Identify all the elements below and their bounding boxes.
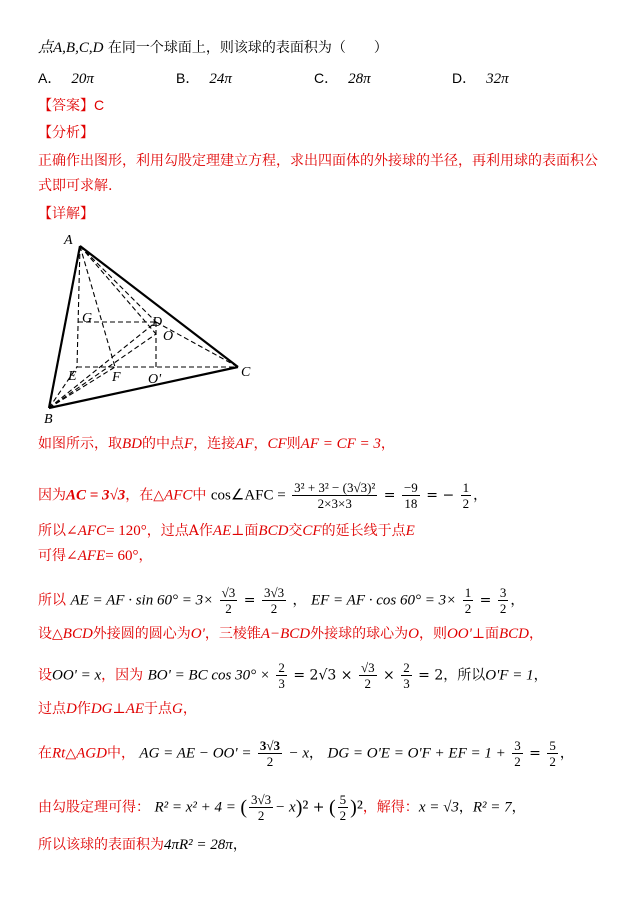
label-a: A — [64, 233, 73, 248]
l6-f: A−BCD — [260, 626, 311, 642]
l3-c: = 120° — [106, 523, 147, 539]
l9-g: − x — [288, 745, 310, 762]
l9-i: = — [529, 745, 541, 762]
l6-i: ，则 — [418, 626, 447, 642]
l8-b: D — [66, 701, 77, 717]
l5-frac-4 — [498, 585, 509, 616]
l10-lp: ( — [240, 796, 248, 819]
l2-b: ，在△ — [125, 487, 165, 504]
l5-d2: 2 — [270, 601, 278, 616]
l9-d2: 2 — [514, 754, 521, 769]
option-d-value: 32π — [486, 71, 509, 87]
label-c: C — [241, 365, 251, 380]
question-stem — [38, 38, 388, 58]
option-b-label: B． — [176, 70, 200, 86]
l7-end: ， — [533, 667, 548, 684]
option-a — [38, 68, 94, 89]
l2-ac: AC = 3√3 — [66, 487, 126, 504]
l10-c: − x — [275, 799, 296, 816]
l1-link: ，连接 — [193, 436, 236, 452]
solution-line-11 — [38, 835, 247, 855]
l7-h: ，所以 — [443, 667, 486, 684]
l6-l: BCD — [499, 626, 530, 642]
l9-d1: 2 — [266, 754, 274, 769]
l2-den: 2×3×3 — [317, 496, 352, 511]
l3-a: 所以∠ — [38, 523, 78, 539]
solution-line-7 — [38, 660, 548, 691]
label-b: B — [44, 412, 53, 425]
l8-d: DG — [90, 701, 113, 717]
l9-e: 中， — [106, 745, 135, 762]
l5-d4: 2 — [499, 601, 507, 616]
l10-a: 由勾股定理可得： — [38, 799, 150, 816]
l1-af: AF — [235, 436, 254, 452]
l9-n2: 3 — [514, 738, 521, 753]
l1-cf: CF — [267, 436, 287, 452]
answer-value: C — [94, 97, 105, 113]
l5-n1: √3 — [221, 585, 236, 600]
l5-f: = — [479, 592, 492, 609]
l1-bd: BD — [122, 436, 142, 452]
l7-f: × — [383, 667, 395, 684]
l3-j: 的延长线于点 — [321, 523, 406, 539]
l9-d: AGD — [76, 745, 107, 762]
l1-eq: AF = CF = 3 — [300, 436, 381, 452]
edge-bd — [49, 322, 156, 408]
l8-c: 作 — [76, 701, 91, 717]
option-a-label: A． — [38, 70, 62, 86]
l9-frac-2 — [512, 738, 523, 769]
l9-h: DG = O'E = O'F + EF = 1 + — [327, 745, 506, 762]
l9-a: 在 — [38, 745, 52, 762]
l7-n2: √3 — [360, 660, 375, 675]
l5-n4: 3 — [499, 585, 507, 600]
l2-frac-2 — [402, 480, 420, 511]
l5-frac-2 — [262, 585, 286, 616]
l8-end: ， — [182, 701, 197, 717]
l11-a: 所以该球的表面积为 — [38, 837, 164, 853]
solution-line-10 — [38, 792, 526, 823]
l10-frac-1 — [249, 792, 273, 823]
solution-line-1 — [38, 434, 395, 454]
solution-line-2 — [38, 480, 487, 511]
l6-k: ⊥面 — [471, 626, 500, 642]
l3-g: BCD — [258, 523, 289, 539]
option-d-label: D． — [452, 70, 477, 86]
solution-line-3 — [38, 521, 415, 541]
l10-d: ，解得： — [362, 799, 419, 816]
l6-end: ， — [529, 626, 544, 642]
l9-frac-1 — [258, 738, 282, 769]
stem-text: 在同一个球面上，则该球的表面积为（ ） — [107, 40, 388, 56]
l7-a: 设 — [38, 667, 52, 684]
l8-f: AE — [125, 701, 145, 717]
l7-i: O'F = 1 — [485, 667, 534, 684]
l6-h: O — [408, 626, 419, 642]
l2-eq1: = — [383, 487, 396, 504]
analysis-tag: 【分析】 — [38, 125, 94, 141]
label-o: O — [163, 329, 174, 344]
detail-tag: 【详解】 — [38, 206, 94, 222]
option-d — [452, 68, 509, 89]
label-e: E — [68, 369, 77, 384]
l5-d3: 2 — [464, 601, 472, 616]
l5-end: ， — [510, 592, 525, 609]
l6-a: 设△ — [38, 626, 63, 642]
stem-points: 点A,B,C,D — [38, 40, 104, 56]
l8-e: ⊥ — [112, 701, 126, 717]
l2-frac-1 — [292, 480, 377, 511]
l2-frac-3 — [461, 480, 472, 511]
l11-b: 4πR² = 28π — [164, 837, 233, 853]
l6-c: 外接圆的圆心为 — [92, 626, 191, 642]
l5-d1: 2 — [225, 601, 232, 616]
l10-e: x = √3 — [418, 799, 459, 816]
solution-line-4 — [38, 546, 152, 566]
option-c-label: C． — [314, 70, 339, 86]
edge-ac — [80, 246, 238, 367]
l9-n1: 3√3 — [259, 738, 281, 753]
l9-f: AG = AE − OO' = — [139, 745, 252, 762]
l3-d: ，过点A作 — [146, 523, 213, 539]
l2-cos: cos∠AFC = — [210, 487, 286, 504]
l2-den2: 18 — [404, 496, 418, 511]
label-d: D — [152, 315, 163, 330]
l7-frac-3 — [401, 660, 412, 691]
l8-h: G — [172, 701, 183, 717]
l6-d: O' — [190, 626, 205, 642]
l2-num3: 1 — [462, 480, 470, 495]
l1-end: ， — [380, 436, 395, 452]
l5-c: = — [243, 592, 256, 609]
l9-sep: ， — [309, 745, 324, 762]
l3-e: AE — [212, 523, 232, 539]
l4-c: = 60° — [105, 548, 139, 564]
l6-j: OO' — [446, 626, 472, 642]
l10-rp2: )² — [350, 796, 363, 819]
l7-frac-1 — [276, 660, 287, 691]
l5-frac-1 — [220, 585, 238, 616]
l2-c: 中 — [192, 487, 207, 504]
l9-d3: 2 — [549, 754, 556, 769]
l10-n1: 3√3 — [251, 792, 272, 807]
l10-n2: 5 — [339, 792, 347, 807]
tetrahedron-figure — [30, 230, 270, 425]
l2-num: 3² + 3² − (3√3)² — [294, 480, 376, 495]
solution-line-5 — [38, 585, 524, 616]
answer-line — [38, 95, 104, 116]
l6-g: 外接球的球心为 — [310, 626, 409, 642]
l9-end: ， — [559, 745, 574, 762]
l7-c: ，因为 — [101, 667, 144, 684]
label-g: G — [82, 311, 93, 326]
l7-frac-2 — [359, 660, 377, 691]
analysis-line1: 正确作出图形，利用勾股定理建立方程，求出四面体的外接球的半径，再利用球的表面积公 — [38, 153, 598, 169]
l7-b: OO' = x — [52, 667, 102, 684]
l5-a: 所以 — [38, 592, 66, 609]
l5-e: EF = AF · cos 60° = 3× — [310, 592, 457, 609]
l5-n2: 3√3 — [263, 585, 285, 600]
l5-sep: ， — [292, 592, 307, 609]
l7-d2: 2 — [364, 676, 371, 691]
l7-e: = 2√3 × — [293, 667, 353, 684]
l10-lp2: ( — [328, 796, 336, 819]
l11-end: ， — [232, 837, 247, 853]
l3-b: AFC — [77, 523, 107, 539]
l7-n1: 2 — [278, 660, 285, 675]
l4-a: 可得∠ — [38, 548, 78, 564]
option-c — [314, 68, 371, 89]
l5-n3: 1 — [464, 585, 472, 600]
l7-d1: 3 — [278, 676, 285, 691]
answer-tag: 【答案】 — [38, 98, 94, 114]
l9-frac-3 — [547, 738, 558, 769]
l9-c: △ — [65, 745, 77, 762]
l3-i: CF — [302, 523, 322, 539]
l1-mid: 的中点 — [142, 436, 184, 452]
l7-g: = 2 — [418, 667, 444, 684]
l2-end: ， — [473, 487, 488, 504]
l9-n3: 5 — [549, 738, 556, 753]
l2-eq2: = − — [426, 487, 455, 504]
label-o-prime: O' — [148, 372, 162, 387]
l7-d: BO' = BC cos 30° × — [147, 667, 270, 684]
l1-sep: ， — [253, 436, 268, 452]
l5-b: AE = AF · sin 60° = 3× — [70, 592, 214, 609]
l3-f: ⊥面 — [231, 523, 259, 539]
l10-d1: 2 — [257, 808, 265, 823]
l1-text: 如图所示，取 — [38, 436, 122, 452]
label-f: F — [112, 370, 121, 385]
l7-d3: 3 — [403, 676, 410, 691]
l2-afc: AFC — [164, 487, 193, 504]
l3-k: E — [405, 523, 415, 539]
l1-f: F — [184, 436, 194, 452]
l6-b: BCD — [62, 626, 93, 642]
l10-plus: + — [312, 799, 325, 816]
l1-then: 则 — [286, 436, 301, 452]
option-b — [176, 68, 232, 89]
l5-frac-3 — [463, 585, 474, 616]
l7-n3: 2 — [403, 660, 410, 675]
l10-d2: 2 — [339, 808, 347, 823]
option-c-value: 28π — [348, 71, 371, 87]
l10-frac-2 — [338, 792, 349, 823]
analysis-line2: 式即可求解. — [38, 178, 113, 194]
solution-line-8 — [38, 699, 197, 719]
option-b-value: 24π — [209, 71, 232, 87]
option-a-value: 20π — [71, 71, 94, 87]
l8-a: 过点 — [38, 701, 66, 717]
l3-h: 交 — [288, 523, 303, 539]
l4-b: AFE — [77, 548, 106, 564]
l10-f: R² = 7 — [472, 799, 512, 816]
l10-end: ， — [511, 799, 526, 816]
l2-a: 因为 — [38, 487, 66, 504]
l2-den3: 2 — [462, 496, 470, 511]
l2-num2: −9 — [403, 480, 418, 495]
l6-e: ，三棱锥 — [204, 626, 261, 642]
l10-rp: )² — [295, 796, 309, 819]
l8-g: 于点 — [144, 701, 173, 717]
solution-line-6 — [38, 624, 543, 644]
l9-b: Rt — [52, 745, 66, 762]
solution-line-9 — [38, 738, 574, 769]
l10-b: R² = x² + 4 = — [154, 799, 236, 816]
l4-d: ， — [138, 548, 153, 564]
edge-bc — [49, 367, 238, 408]
l10-sep: ， — [458, 799, 473, 816]
